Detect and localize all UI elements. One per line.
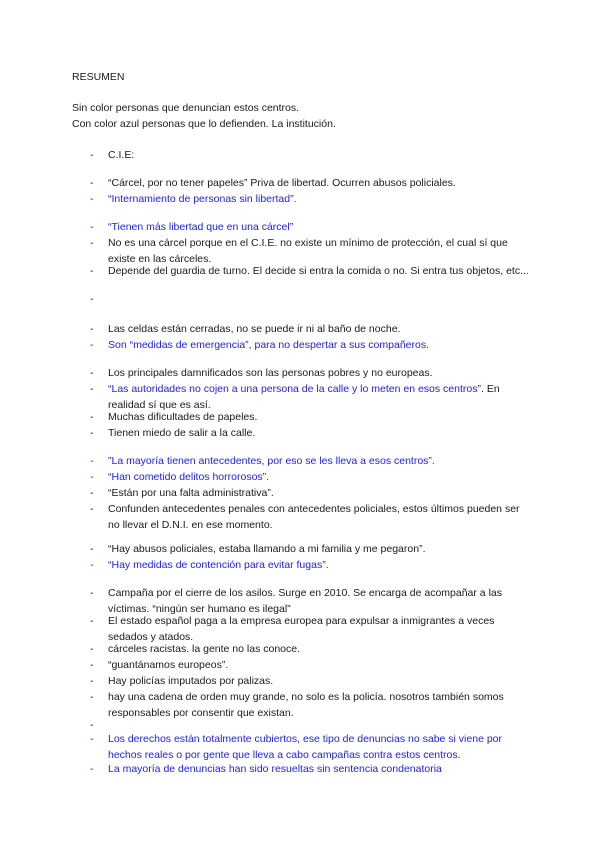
list-item-text: La mayoría de denuncias han sido resueltas sin sentencia condenatoria: [108, 763, 442, 775]
list-item-text: ”La mayoría tienen antecedentes, por eso se les lleva a esos centros”.: [108, 455, 435, 467]
list-item: - Tienen miedo de salir a la calle.: [90, 425, 530, 441]
list-item-text: El estado español paga a la empresa europea para expulsar a inmigrantes a veces sedados y atados.: [108, 615, 495, 643]
list-item: - Campaña por el cierre de los asilos. Surge en 2010. Se encarga de acompañar a las víctimas. “ningún ser humano es ilegal”: [90, 585, 530, 617]
list-item-text: “Hay medidas de contención para evitar fugas”.: [108, 559, 329, 571]
list-item-text: “guantánamos europeos”.: [108, 659, 229, 671]
list-item: - Los principales damnificados son las personas pobres y no europeas.: [90, 365, 530, 381]
list-item-text: “Tienen más libertad que en una cárcel”: [108, 221, 294, 233]
list-item-text: Tienen miedo de salir a la calle.: [108, 427, 256, 439]
list-item: - Las celdas están cerradas, no se puede ir ni al baño de noche.: [90, 321, 530, 337]
list-item: - “guantánamos europeos”.: [90, 657, 530, 673]
list-item: - Son “medidas de emergencia”, para no despertar a sus compañeros.: [90, 337, 530, 353]
list-item-text: Muchas dificultades de papeles.: [108, 411, 258, 423]
list-item: - “Están por una falta administrativa”.: [90, 485, 530, 501]
list-item: - “Hay medidas de contención para evitar fugas”.: [90, 557, 530, 573]
list-item: - hay una cadena de orden muy grande, no solo es la policía. nosotros también somos responsables por consentir que existan.: [90, 689, 530, 721]
list-item-text: Hay policías imputados por palizas.: [108, 675, 274, 687]
list-item-text-black: . En realidad sí que es así.: [108, 383, 500, 411]
list-item-text: Confunden antecedentes penales con antecedentes policiales, estos últimos pueden ser no llevar el D.N.I. en ese momento.: [108, 503, 520, 531]
list-item-text: “Internamiento de personas sin libertad”.: [108, 193, 297, 205]
list-item-text: “Hay abusos policiales, estaba llamando a mi familia y me pegaron”.: [108, 543, 426, 555]
list-item: - C.I.E:: [90, 147, 530, 163]
list-item-text: cárceles racistas. la gente no las conoce.: [108, 643, 301, 655]
intro-block: [72, 100, 336, 132]
list-item: - “Hay abusos policiales, estaba llamando a mi familia y me pegaron”.: [90, 541, 530, 557]
list-item: - Muchas dificultades de papeles.: [90, 409, 530, 425]
list-item: - El estado español paga a la empresa europea para expulsar a inmigrantes a veces sedados y atados.: [90, 613, 530, 645]
list-item: - cárceles racistas. la gente no las conoce.: [90, 641, 530, 657]
list-item: - Hay policías imputados por palizas.: [90, 673, 530, 689]
list-item-text: “Cárcel, por no tener papeles” Priva de libertad. Ocurren abusos policiales.: [108, 177, 456, 189]
list-item-text: Depende del guardia de turno. El decide si entra la comida o no. Si entra tus objetos, etc...: [108, 265, 529, 277]
list-item-text: Son “medidas de emergencia”, para no despertar a sus compañeros.: [108, 339, 430, 351]
list-item-text: Los principales damnificados son las personas pobres y no europeas.: [108, 367, 433, 379]
document-title: RESUMEN: [72, 71, 125, 83]
intro-line: Con color azul personas que lo defienden. La institución.: [72, 118, 336, 130]
intro-line: Sin color personas que denuncian estos centros.: [72, 102, 300, 114]
list-item: - Depende del guardia de turno. El decide si entra la comida o no. Si entra tus objetos, etc...: [90, 265, 529, 277]
list-item: - “Tienen más libertad que en una cárcel”: [90, 219, 530, 235]
list-item-text: “Están por una falta administrativa”.: [108, 487, 274, 499]
list-item-text-blue: “Las autoridades no cojen a una persona de la calle y lo meten en esos centros”: [108, 383, 481, 395]
list-item-text: Las celdas están cerradas, no se puede ir ni al baño de noche.: [108, 323, 401, 335]
list-item: - No es una cárcel porque en el C.I.E. no existe un mínimo de protección, el cual sí que existe en las cárceles.: [90, 235, 530, 267]
list-item: - La mayoría de denuncias han sido resueltas sin sentencia condenatoria: [90, 761, 530, 777]
list-item-text: hay una cadena de orden muy grande, no solo es la policía. nosotros también somos responsables por consentir que existan.: [108, 691, 504, 719]
document-page: RESUMEN Sin color personas que denuncian estos centros. Con color azul personas que lo defienden. La institución. - C.I.E: - “Cárcel, por no tener papeles” Priva de libertad. Ocurren abusos policiales. - “Internamiento de personas sin libertad”. - “Tienen más libertad que en una cárcel” - No es una cárcel porque en el C.I.E. no existe un mínimo de protección, el cual sí que existe en las cárceles. - Depende del guardia de turno. El decide si entra la comida o no. Si entra tus objetos, etc... - - Las celdas están cerradas, no se puede ir ni al baño de noche. - Son “medidas de emergencia”, para no despertar a sus compañeros. - Los principales damnificados son las personas pobres y no europeas. - “Las autoridades no cojen a una persona de la calle y lo meten en esos centros”. En realidad sí que es así. - Muchas dificultades de papeles. - Tienen miedo de salir a la calle. - ”La mayoría tienen antecedentes, por eso se les lleva a esos centros”. - “Han cometido delitos horrorosos”. - “Están por una falta administrativa”. - Confunden antecedentes penales con antecedentes policiales, estos últimos pueden ser no llevar el D.N.I. en ese momento. - “Hay abusos policiales, estaba llamando a mi familia y me pegaron”. - “Hay medidas de contención para evitar fugas”. - Campaña por el cierre de los asilos. Surge en 2010. Se encarga de acompañar a las víctimas. “ningún ser humano es ilegal” - El estado español paga a la empresa europea para expulsar a inmigrantes a veces sedados y atados. - cárceles racistas. la gente no las conoce. - “guantánamos europeos”. - Hay policías imputados por palizas. - hay una cadena de orden muy grande, no solo es la policía. nosotros también somos responsables por consentir que existan. - - Los derechos están totalmente cubiertos, ese tipo de denuncias no sabe si viene por hechos reales o por gente que lleva a cabo campañas contra estos centros. - La mayoría de denuncias han sido resueltas sin sentencia condenatoria: [72, 71, 529, 775]
list-item-text: C.I.E:: [108, 149, 135, 161]
list-item: - Los derechos están totalmente cubiertos, ese tipo de denuncias no sabe si viene por hechos reales o por gente que lleva a cabo campañas contra estos centros.: [90, 731, 530, 763]
list-item: - “Las autoridades no cojen a una persona de la calle y lo meten en esos centros”. En realidad sí que es así.: [90, 381, 530, 413]
list-item-text: Los derechos están totalmente cubiertos, ese tipo de denuncias no sabe si viene por hechos reales o por gente que lleva a cabo campañas contra estos centros.: [108, 733, 503, 761]
list-item: - “Internamiento de personas sin libertad”.: [90, 191, 530, 207]
list-item: - “Cárcel, por no tener papeles” Priva de libertad. Ocurren abusos policiales.: [90, 175, 530, 191]
list-item-text: Campaña por el cierre de los asilos. Surge en 2010. Se encarga de acompañar a las víctimas. “ningún ser humano es ilegal”: [108, 587, 502, 615]
list-item-text: “Han cometido delitos horrorosos”.: [108, 471, 270, 483]
list-item: - “Han cometido delitos horrorosos”.: [90, 469, 530, 485]
list-item-text: No es una cárcel porque en el C.I.E. no existe un mínimo de protección, el cual sí que existe en las cárceles.: [108, 237, 508, 265]
list-item: - Confunden antecedentes penales con antecedentes policiales, estos últimos pueden ser no llevar el D.N.I. en ese momento.: [90, 501, 530, 533]
list-item: - ”La mayoría tienen antecedentes, por eso se les lleva a esos centros”.: [90, 453, 530, 469]
